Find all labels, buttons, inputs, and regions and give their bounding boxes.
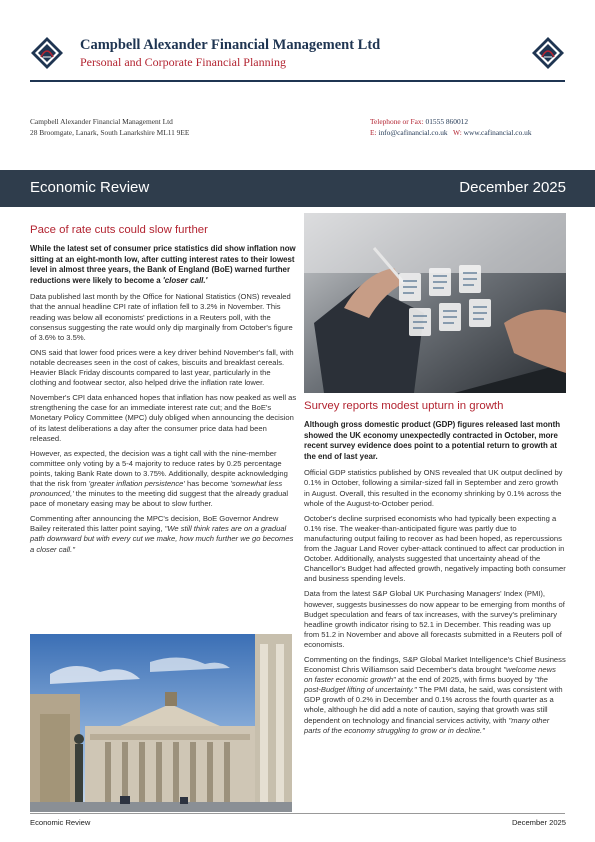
article-paragraph: Data published last month by the Office for National Statistics (ONS) revealed that the annual headline CPI rate of inflation fell to 3.2% in November. This reading was below all economists' predictions in a Reuters poll, with the consensus suggesting the rate would only dip marginally from October's figure of 3.6% to 3.5%. <box>30 292 293 342</box>
data-analysis-photo <box>304 213 566 393</box>
phone-number[interactable]: 01555 860012 <box>425 117 469 126</box>
footer-divider <box>30 813 565 814</box>
website-link[interactable]: www.cafinancial.co.uk <box>463 128 532 137</box>
article-paragraph: ONS said that lower food prices were a key driver behind November's fall, with notable decreases seen in the cost of cakes, biscuits and breakfast cereals. Heavier Black Friday discounts compared to last year, particularly in the clothing and footwear sector, also helped drive the inflation rate lower. <box>30 347 294 388</box>
phone-label: Telephone or Fax: <box>370 117 424 126</box>
article-paragraph: Data from the latest S&P Global UK Purchasing Managers' Index (PMI), however, suggests businesses do now appear to be emerging from months of Budget speculation and fears of tax increases, with the survey's preliminary headline growth indicator rising to 52.1 in December. This reading was up from 51.2 in November and above all forecasts submitted in a Reuters poll of economists. <box>304 589 565 649</box>
article-growth-survey <box>304 400 566 741</box>
article-paragraph: However, as expected, the decision was a tight call with the nine-member committee only voting by a 5-4 majority to reduce rates by 0.25 percentage points, taking Bank Rate down to 3.75%. Additionally, despite acknowledging that the risk from 'greater inflation persistence' has become 'somewhat less pronounced,' the minutes to the meeting did suggest that the already gradual pace of monetary easing may be about to slow further. <box>30 448 289 509</box>
article-lead: While the latest set of consumer price statistics did show inflation now sitting at an eight-month low, after cutting interest rates to their lowest level in almost three years, the Bank of England (BoE) warned further reductions were likely to become a 'closer call.' <box>30 244 296 285</box>
company-name: Campbell Alexander Financial Management Ltd <box>80 37 381 53</box>
contact-address-block <box>30 116 189 138</box>
article-paragraph: Commenting after announcing the MPC's decision, BoE Governor Andrew Bailey reiterated this latter point saying, "We still think rates are on a gradual path downward but with every cut we make, how much further we go becomes a closer call." <box>30 514 294 554</box>
company-logo-icon <box>531 36 565 70</box>
company-tagline: Personal and Corporate Financial Planning <box>80 55 286 69</box>
company-logo-icon <box>30 36 64 70</box>
article-rate-cuts <box>30 224 298 560</box>
article-paragraph: Commenting on the findings, S&P Global Market Intelligence's Chief Business Economist Chris Williamson said December's data brought "welcome news on faster economic growth" at the end of 2025, with firms buoyed by "the post-Budget lifting of uncertainty." The PMI data, he said, was consistent with GDP growth of 0.2% in December and 0.1% across the fourth quarter as a whole, although he did add a note of caution, saying that growth was still dependent on technology and financial services activity, with "many other parts of the economy struggling to grow or in decline." <box>304 654 566 735</box>
title-banner <box>0 170 595 207</box>
contact-address: 28 Broomgate, Lanark, South Lanarkshire ML11 9EE <box>30 128 190 137</box>
letterhead <box>0 0 595 100</box>
publication-date: December 2025 <box>459 179 566 196</box>
contact-company: Campbell Alexander Financial Management Ltd <box>30 117 173 126</box>
article-title: Pace of rate cuts could slow further <box>30 224 208 236</box>
article-paragraph: November's CPI data enhanced hopes that inflation has now peaked as well as strengthening the case for an immediate interest rate cut; and the BoE's Monetary Policy Committee (MPC) duly obliged when announcing the decision of its latest deliberations a day after the consumer price data had been released. <box>30 393 297 443</box>
web-label: W: <box>453 128 462 137</box>
contact-details-block <box>370 116 532 138</box>
email-link[interactable]: info@cafinancial.co.uk <box>378 128 448 137</box>
footer-title: Economic Review <box>30 818 91 827</box>
email-label: E: <box>370 128 377 137</box>
article-paragraph: Official GDP statistics published by ONS revealed that UK output declined by 0.1% in October, following a similar-sized fall in September and zero growth in August. Overall, this resulted in the economy shrinking by 0.1% across the whole of the August-to-October period. <box>304 468 563 508</box>
article-title: Survey reports modest upturn in growth <box>304 400 504 412</box>
bank-of-england-photo <box>30 634 292 812</box>
article-paragraph: October's decline surprised economists who had typically been expecting a 0.1% rise. The weaker-than-anticipated figure was partly due to manufacturing output failing to recover as had been hoped, as repercussions from the Jaguar Land Rover cyber-attack continued to affect car production in October. Additionally, analysts suggested that uncertainty ahead of the Chancellor's Budget had affected growth, negatively impacting both consumer and business spending levels. <box>304 513 566 584</box>
header-divider <box>30 80 565 82</box>
publication-title: Economic Review <box>30 179 150 196</box>
article-lead: Although gross domestic product (GDP) figures released last month showed the UK economy unexpectedly contracted in October, more recent survey evidence does point to a potential return to growth at the end of last year. <box>304 420 561 461</box>
footer-date: December 2025 <box>511 818 566 827</box>
